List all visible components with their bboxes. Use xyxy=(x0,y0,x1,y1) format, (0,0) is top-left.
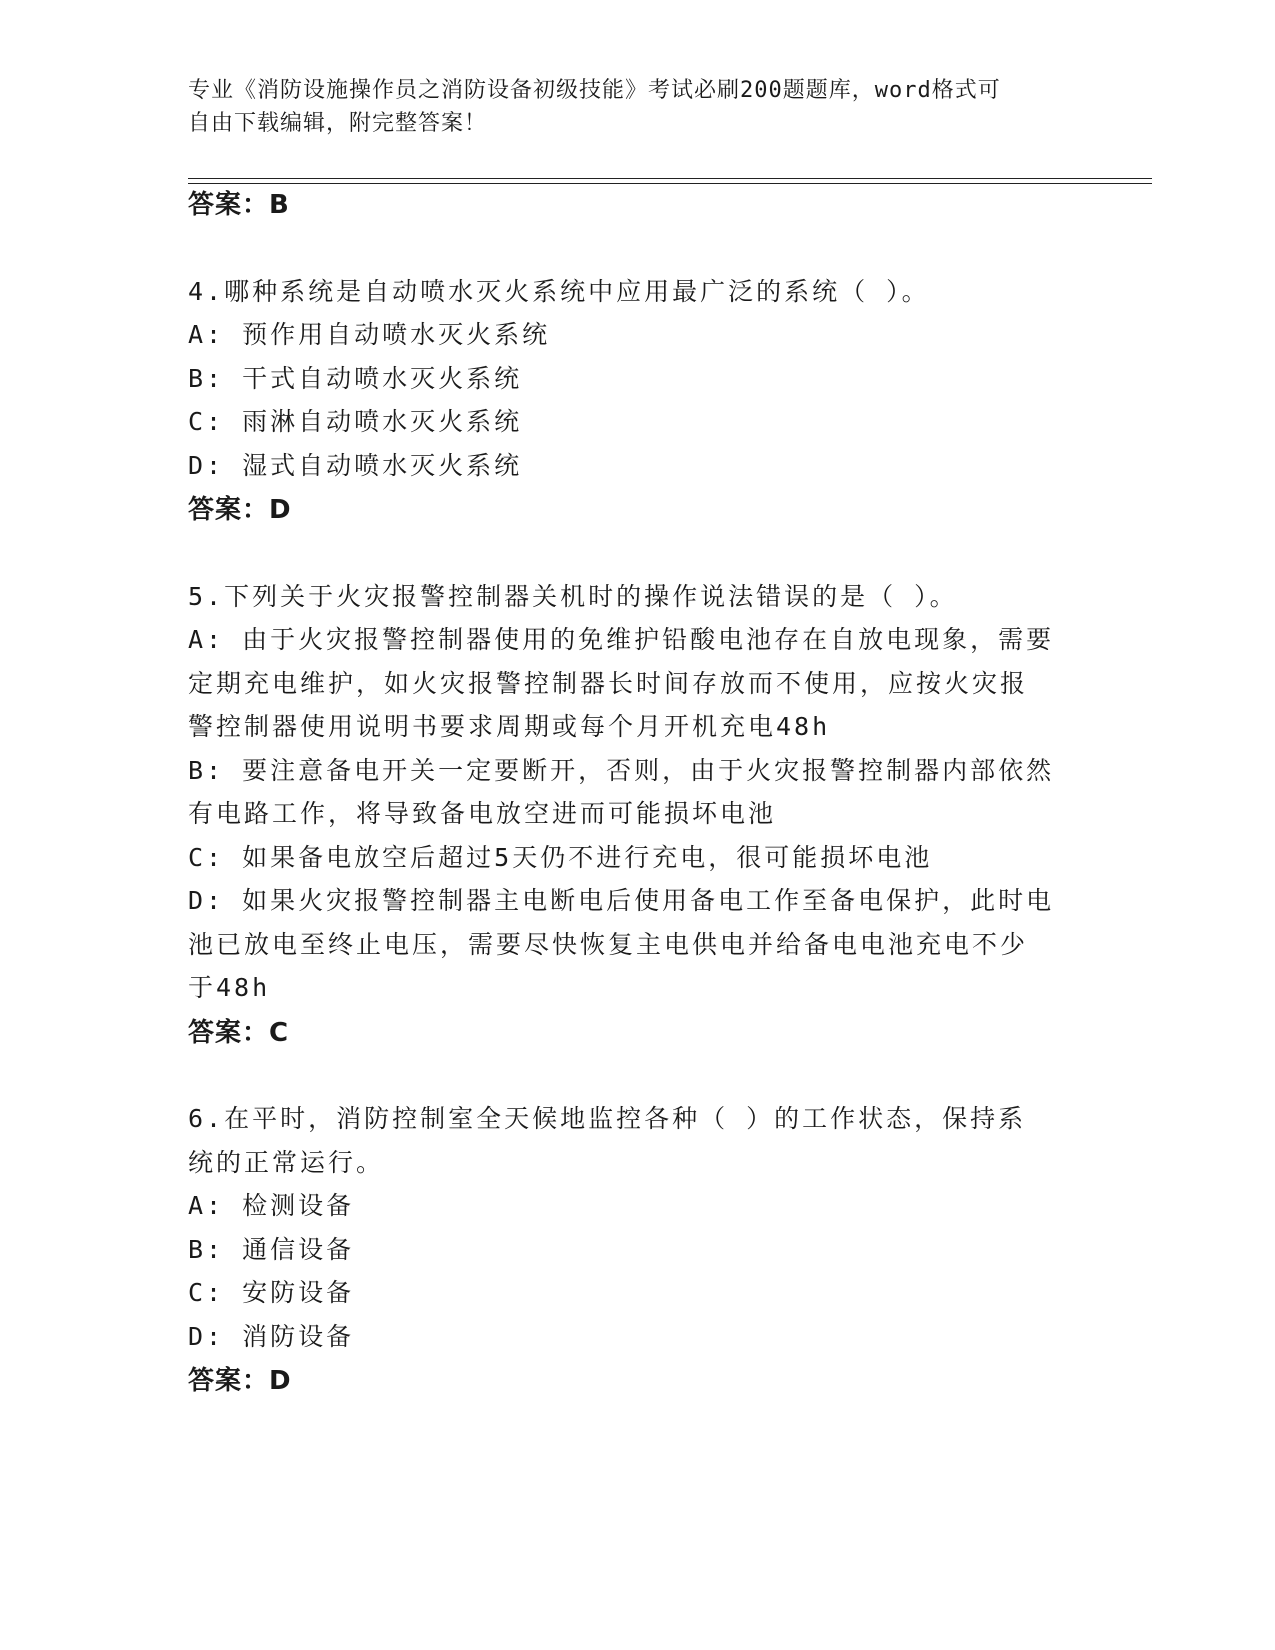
document-header xyxy=(188,74,1088,140)
option-d-line-2: 池已放电至终止电压，需要尽快恢复主电供电并给备电电池充电不少 xyxy=(188,930,1029,959)
option-c: C: 如果备电放空后超过5天仍不进行充电，很可能损坏电池 xyxy=(188,843,933,872)
option-a: A: 检测设备 xyxy=(188,1191,355,1220)
option-a-line-2: 定期充电维护，如火灾报警控制器长时间存放而不使用，应按火灾报 xyxy=(188,669,1029,698)
answer-q3: 答案：B xyxy=(188,190,290,220)
option-c: C: 安防设备 xyxy=(188,1278,355,1307)
header-rule-bottom xyxy=(188,183,1152,184)
option-b-line-1: B: 要注意备电开关一定要断开，否则，由于火灾报警控制器内部依然 xyxy=(188,756,1055,785)
option-b: B: 通信设备 xyxy=(188,1235,355,1264)
answer: 答案：D xyxy=(188,1366,292,1396)
header-line-1: 专业《消防设施操作员之消防设备初级技能》考试必刷200题题库，word格式可 xyxy=(188,78,1001,103)
option-a-line-1: A: 由于火灾报警控制器使用的免维护铅酸电池存在自放电现象，需要 xyxy=(188,625,1055,654)
header-rule-top xyxy=(188,178,1152,179)
question-text: 4.哪种系统是自动喷水灭火系统中应用最广泛的系统（ ）。 xyxy=(188,277,930,306)
question-text-line-2: 统的正常运行。 xyxy=(188,1148,385,1177)
option-d-line-3: 于48h xyxy=(188,973,271,1002)
option-b-line-2: 有电路工作，将导致备电放空进而可能损坏电池 xyxy=(188,799,777,828)
option-d: D: 湿式自动喷水灭火系统 xyxy=(188,451,523,480)
option-d: D: 消防设备 xyxy=(188,1322,355,1351)
option-c: C: 雨淋自动喷水灭火系统 xyxy=(188,407,523,436)
option-b: B: 干式自动喷水灭火系统 xyxy=(188,364,523,393)
question-text-line-1: 6.在平时，消防控制室全天候地监控各种（ ）的工作状态，保持系 xyxy=(188,1104,1027,1133)
header-line-2: 自由下载编辑，附完整答案！ xyxy=(188,111,488,136)
answer: 答案：D xyxy=(188,495,292,525)
option-a: A: 预作用自动喷水灭火系统 xyxy=(188,320,551,349)
option-d-line-1: D: 如果火灾报警控制器主电断电后使用备电工作至备电保护，此时电 xyxy=(188,886,1055,915)
option-a-line-3: 警控制器使用说明书要求周期或每个月开机充电48h xyxy=(188,712,831,741)
answer: 答案：C xyxy=(188,1018,290,1048)
question-text: 5.下列关于火灾报警控制器关机时的操作说法错误的是（ ）。 xyxy=(188,582,958,611)
